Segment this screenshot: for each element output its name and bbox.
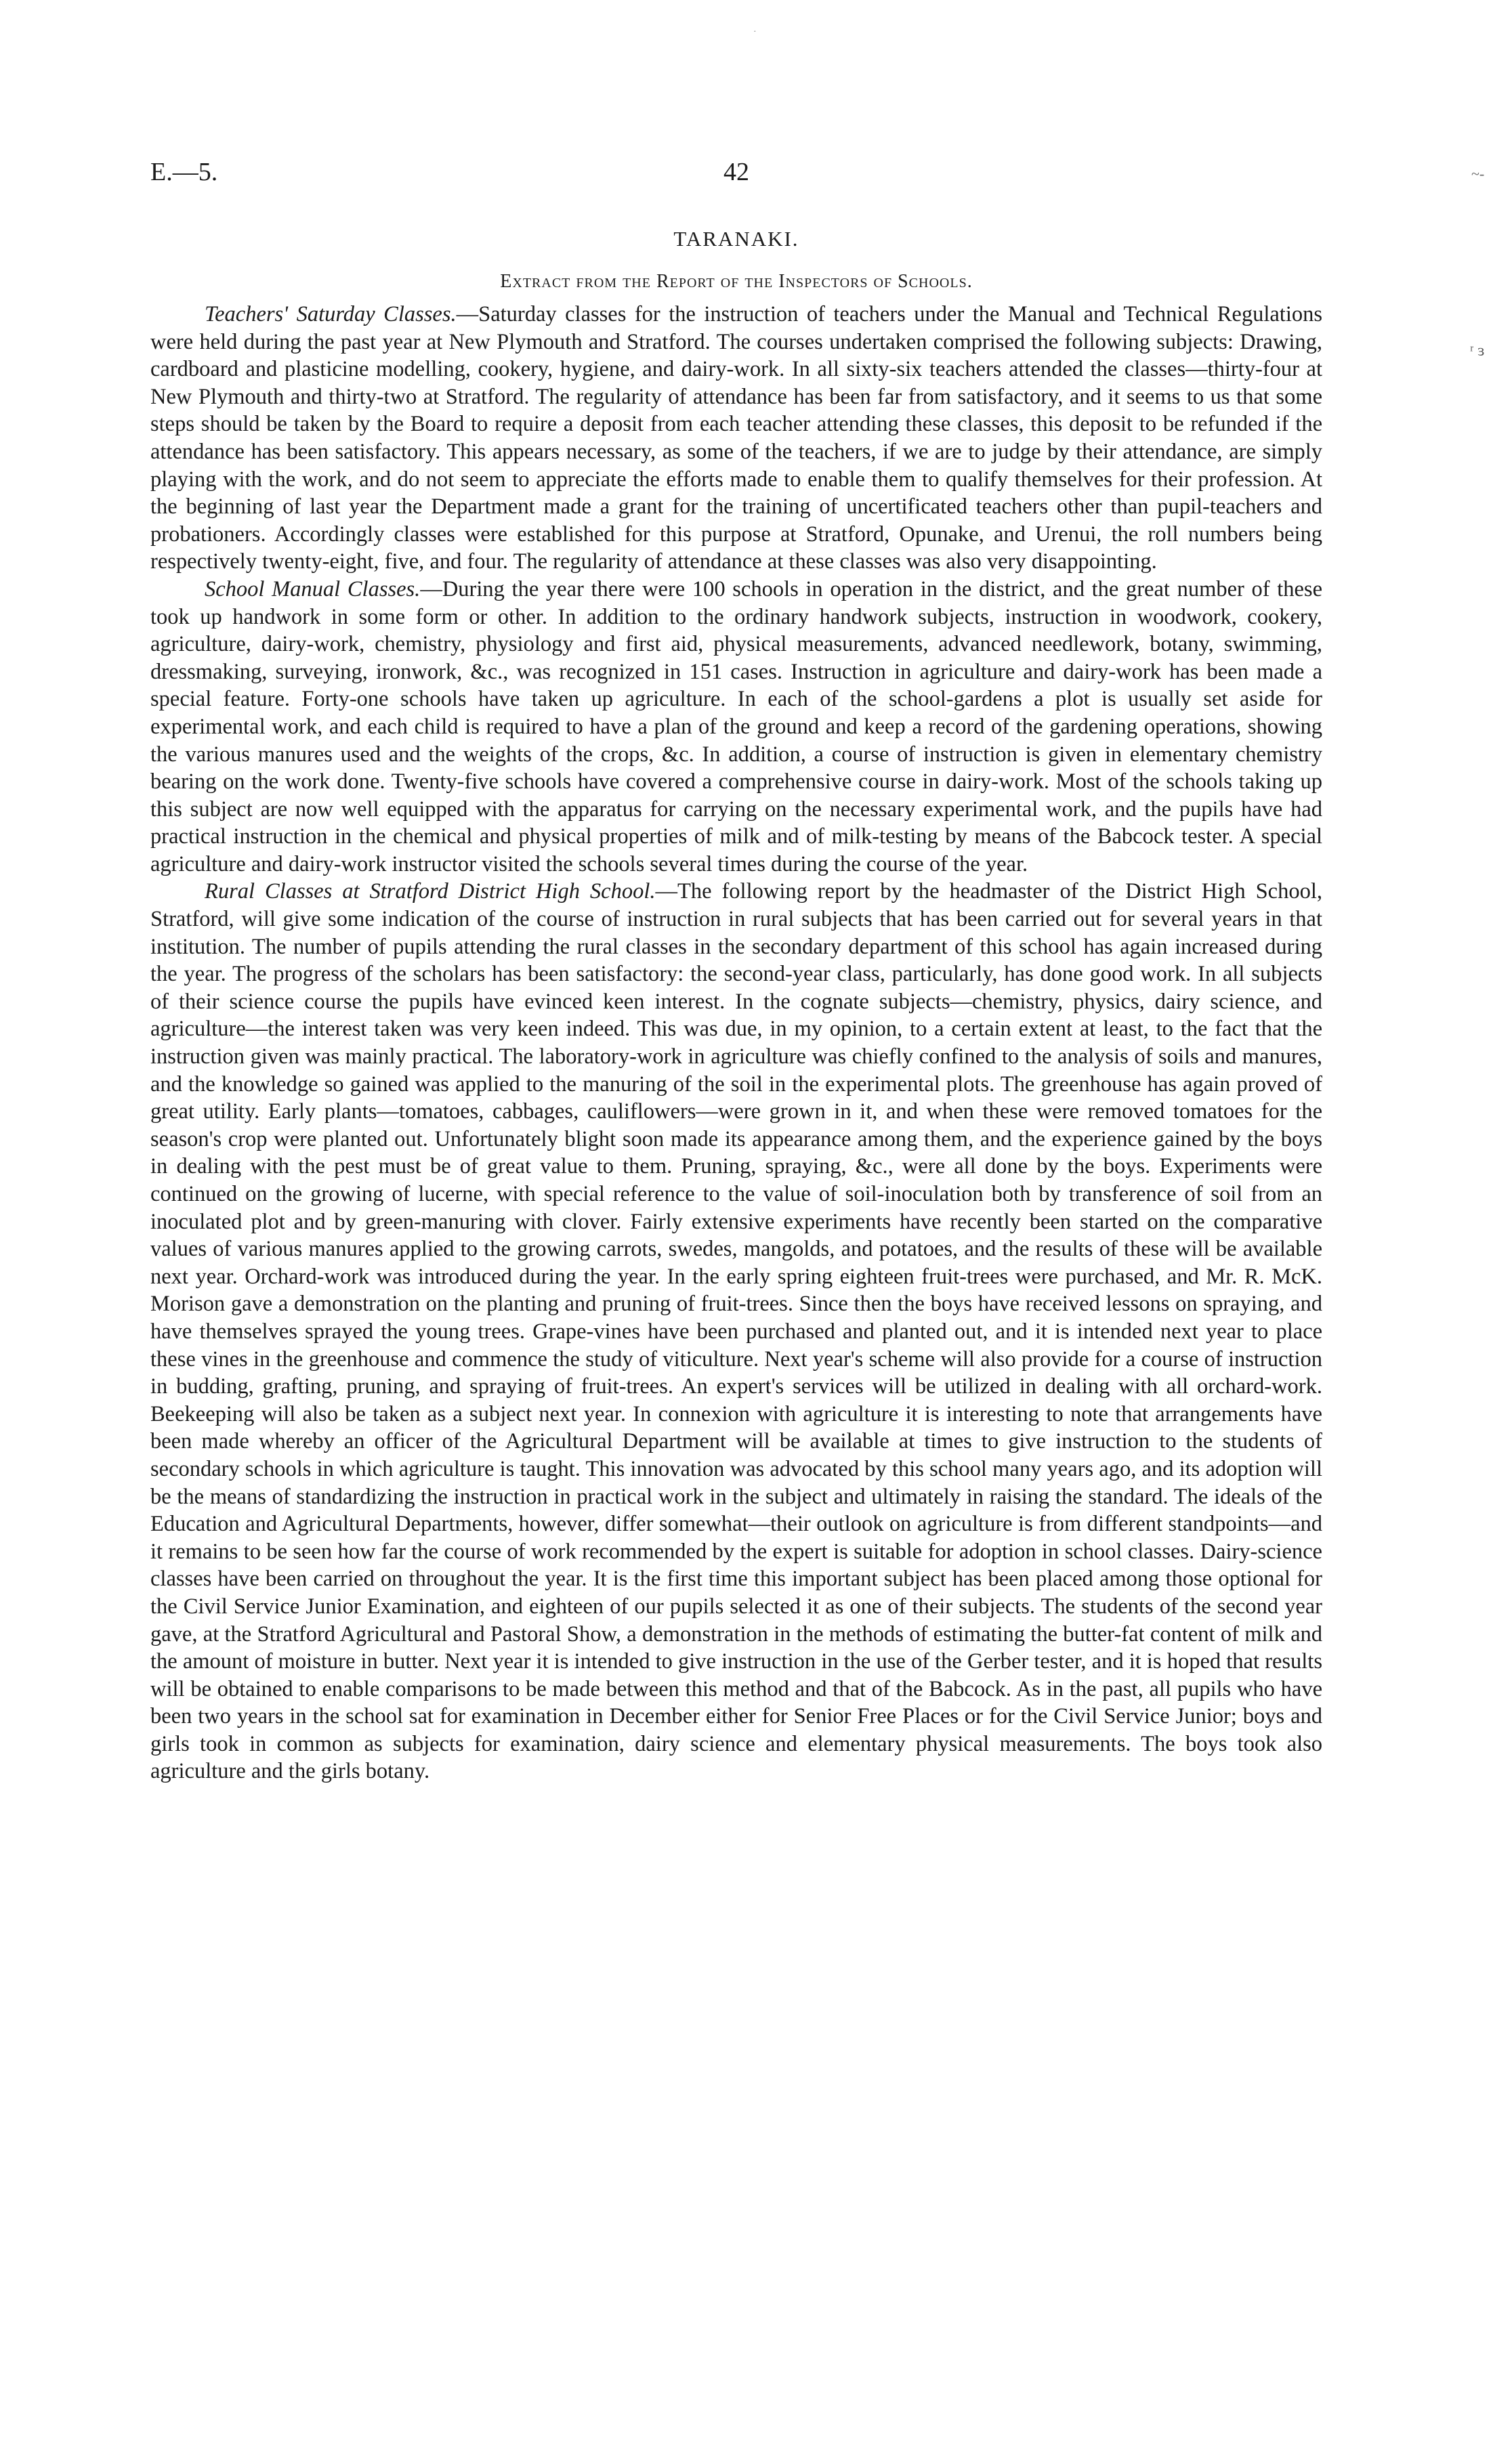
page-header: [150, 157, 1322, 198]
paragraph-heading: School Manual Classes.: [205, 576, 421, 601]
body-text: [150, 301, 1322, 1785]
paragraph-text: —During the year there were 100 schools in operation in the district, and the great number of these took up handwork in some form or other. In addition to the ordinary handwork subjects, instruction in woodwork, cookery, agriculture, dairy-work, chemistry, physiology and first aid, physical measurements, advanced needlework, botany, swimming, dressmaking, surveying, ironwork, &c., was recognized in 151 cases. Instruction in agriculture and dairy-work has been made a special feature. Forty-one schools have taken up agriculture. In each of the school-gardens a plot is usually set aside for experimental work, and each child is required to have a plan of the ground and keep a record of the gardening operations, showing the various manures used and the weights of the crops, &c. In addition, a course of instruction is given in elementary chemistry bearing on the work done. Twenty-five schools have covered a comprehensive course in dairy-work. Most of the schools taking up this subject are now well equipped with the apparatus for carrying on the necessary experimental work, and the pupils have had practical instruction in the chemical and physical properties of milk and of milk-testing by means of the Babcock tester. A special agriculture and dairy-work instructor visited the schools several times during the course of the year.: [150, 576, 1322, 876]
page-number: 42: [723, 158, 749, 186]
paragraph-text: —The following report by the headmaster of the District High School, Stratford, will give some indication of the course of instruction in rural subjects that has been carried out for several years in that institution. The number of pupils attending the rural classes in the secondary department of this school has again increased during the year. The progress of the scholars has been satisfactory: the second-year class, particularly, has done good work. In all subjects of their science course the pupils have evinced keen interest. In the cognate subjects—chemistry, physics, dairy science, and agriculture—the interest taken was very keen indeed. This was due, in my opinion, to a certain extent at least, to the fact that the instruction given was mainly practical. The laboratory-work in agriculture was chiefly confined to the analysis of soils and manures, and the knowledge so gained was applied to the manuring of the soil in the experimental plots. The greenhouse has again proved of great utility. Early plants—tomatoes, cabbages, cauliflowers—were grown in it, and when these were removed tomatoes for the season's crop were planted out. Unfortunately blight soon made its appearance among them, and the experience gained by the boys in dealing with the pest must be of great value to them. Pruning, spraying, &c., were all done by the boys. Experiments were continued on the growing of lucerne, with special reference to the value of soil-inoculation both by transference of soil from an inoculated plot and by green-manuring with clover. Fairly extensive experiments have recently been started on the comparative values of various manures applied to the growing carrots, swedes, mangolds, and potatoes, and the results of these will be available next year. Orchard-work was introduced during the year. In the early spring eighteen fruit-trees were purchased, and Mr. R. McK. Morison gave a demonstration on the planting and pruning of fruit-trees. Since then the boys have received lessons on spraying, and have themselves sprayed the young trees. Grape-vines have been purchased and planted out, and it is intended next year to place these vines in the greenhouse and commence the study of viticulture. Next year's scheme will also provide for a course of instruction in budding, grafting, pruning, and spraying of fruit-trees. An expert's services will be utilized in dealing with all orchard-work. Beekeeping will also be taken as a subject next year. In connexion with agriculture it is interesting to note that arrangements have been made whereby an officer of the Agricultural Department will be available at times to give instruction to the students of secondary schools in which agriculture is taught. This innovation was advocated by this school many years ago, and its adoption will be the means of standardizing the instruction in practical work in the subject and ultimately in raising the standard. The ideals of the Education and Agricultural Departments, however, differ somewhat—their outlook on agriculture is from different standpoints—and it remains to be seen how far the course of work recommended by the expert is suitable for adoption in school classes. Dairy-science classes have been carried on throughout the year. It is the first time this important subject has been placed among those optional for the Civil Service Junior Examination, and eighteen of our pupils selected it as one of their subjects. The students of the second year gave, at the Stratford Agricultural and Pastoral Show, a demonstration in the methods of estimating the butter-fat content of milk and the amount of moisture in butter. Next year it is intended to give instruction in the use of the Gerber tester, and it is hoped that results will be obtained to enable comparisons to be made between this method and that of the Babcock. As in the past, all pupils who have been two years in the school sat for examination in December either for Senior Free Places or for the Civil Service Junior; boys and girls took in common as subjects for examination, dairy science and elementary physical measurements. The boys took also agriculture and the girls botany.: [150, 879, 1322, 1784]
margin-mark-side: ʳ ɜ: [1470, 342, 1485, 360]
paragraph-text: —Saturday classes for the instruction of teachers under the Manual and Technical Regulations were held during the past year at New Plymouth and Stratford. The courses undertaken comprised the following subjects: Drawing, cardboard and plasticine modelling, cookery, hygiene, and dairy-work. In all sixty-six teachers attended the classes—thirty-four at New Plymouth and thirty-two at Stratford. The regularity of attendance has been far from satisfactory, and it seems to us that some steps should be taken by the Board to require a deposit from each teacher attending these classes, this deposit to be refunded if the attendance has been satisfactory. This appears necessary, as some of the teachers, if we are to judge by their attendance, are simply playing with the work, and do not seem to appreciate the efforts made to enable them to qualify themselves for their profession. At the beginning of last year the Department made a grant for the training of uncertificated teachers other than pupil-teachers and probationers. Accordingly classes were established for this purpose at Stratford, Opunake, and Urenui, the roll numbers being respectively twenty-eight, five, and four. The regularity of attendance at these classes was also very disappointing.: [150, 302, 1322, 574]
document-reference: E.—5.: [150, 158, 218, 186]
paragraph-heading: Rural Classes at Stratford District High School.: [205, 879, 656, 904]
paragraph-teachers-saturday-classes: [150, 301, 1322, 576]
margin-mark-right: ~-: [1471, 165, 1485, 182]
margin-mark-top: ·: [753, 27, 757, 37]
paragraph-heading: Teachers' Saturday Classes.: [205, 302, 457, 326]
section-title: TARANAKI.: [673, 227, 799, 251]
section-subtitle: Extract from the Report of the Inspectors of Schools.: [500, 271, 973, 292]
paragraph-school-manual-classes: [150, 576, 1322, 878]
paragraph-rural-classes-stratford: [150, 878, 1322, 1785]
